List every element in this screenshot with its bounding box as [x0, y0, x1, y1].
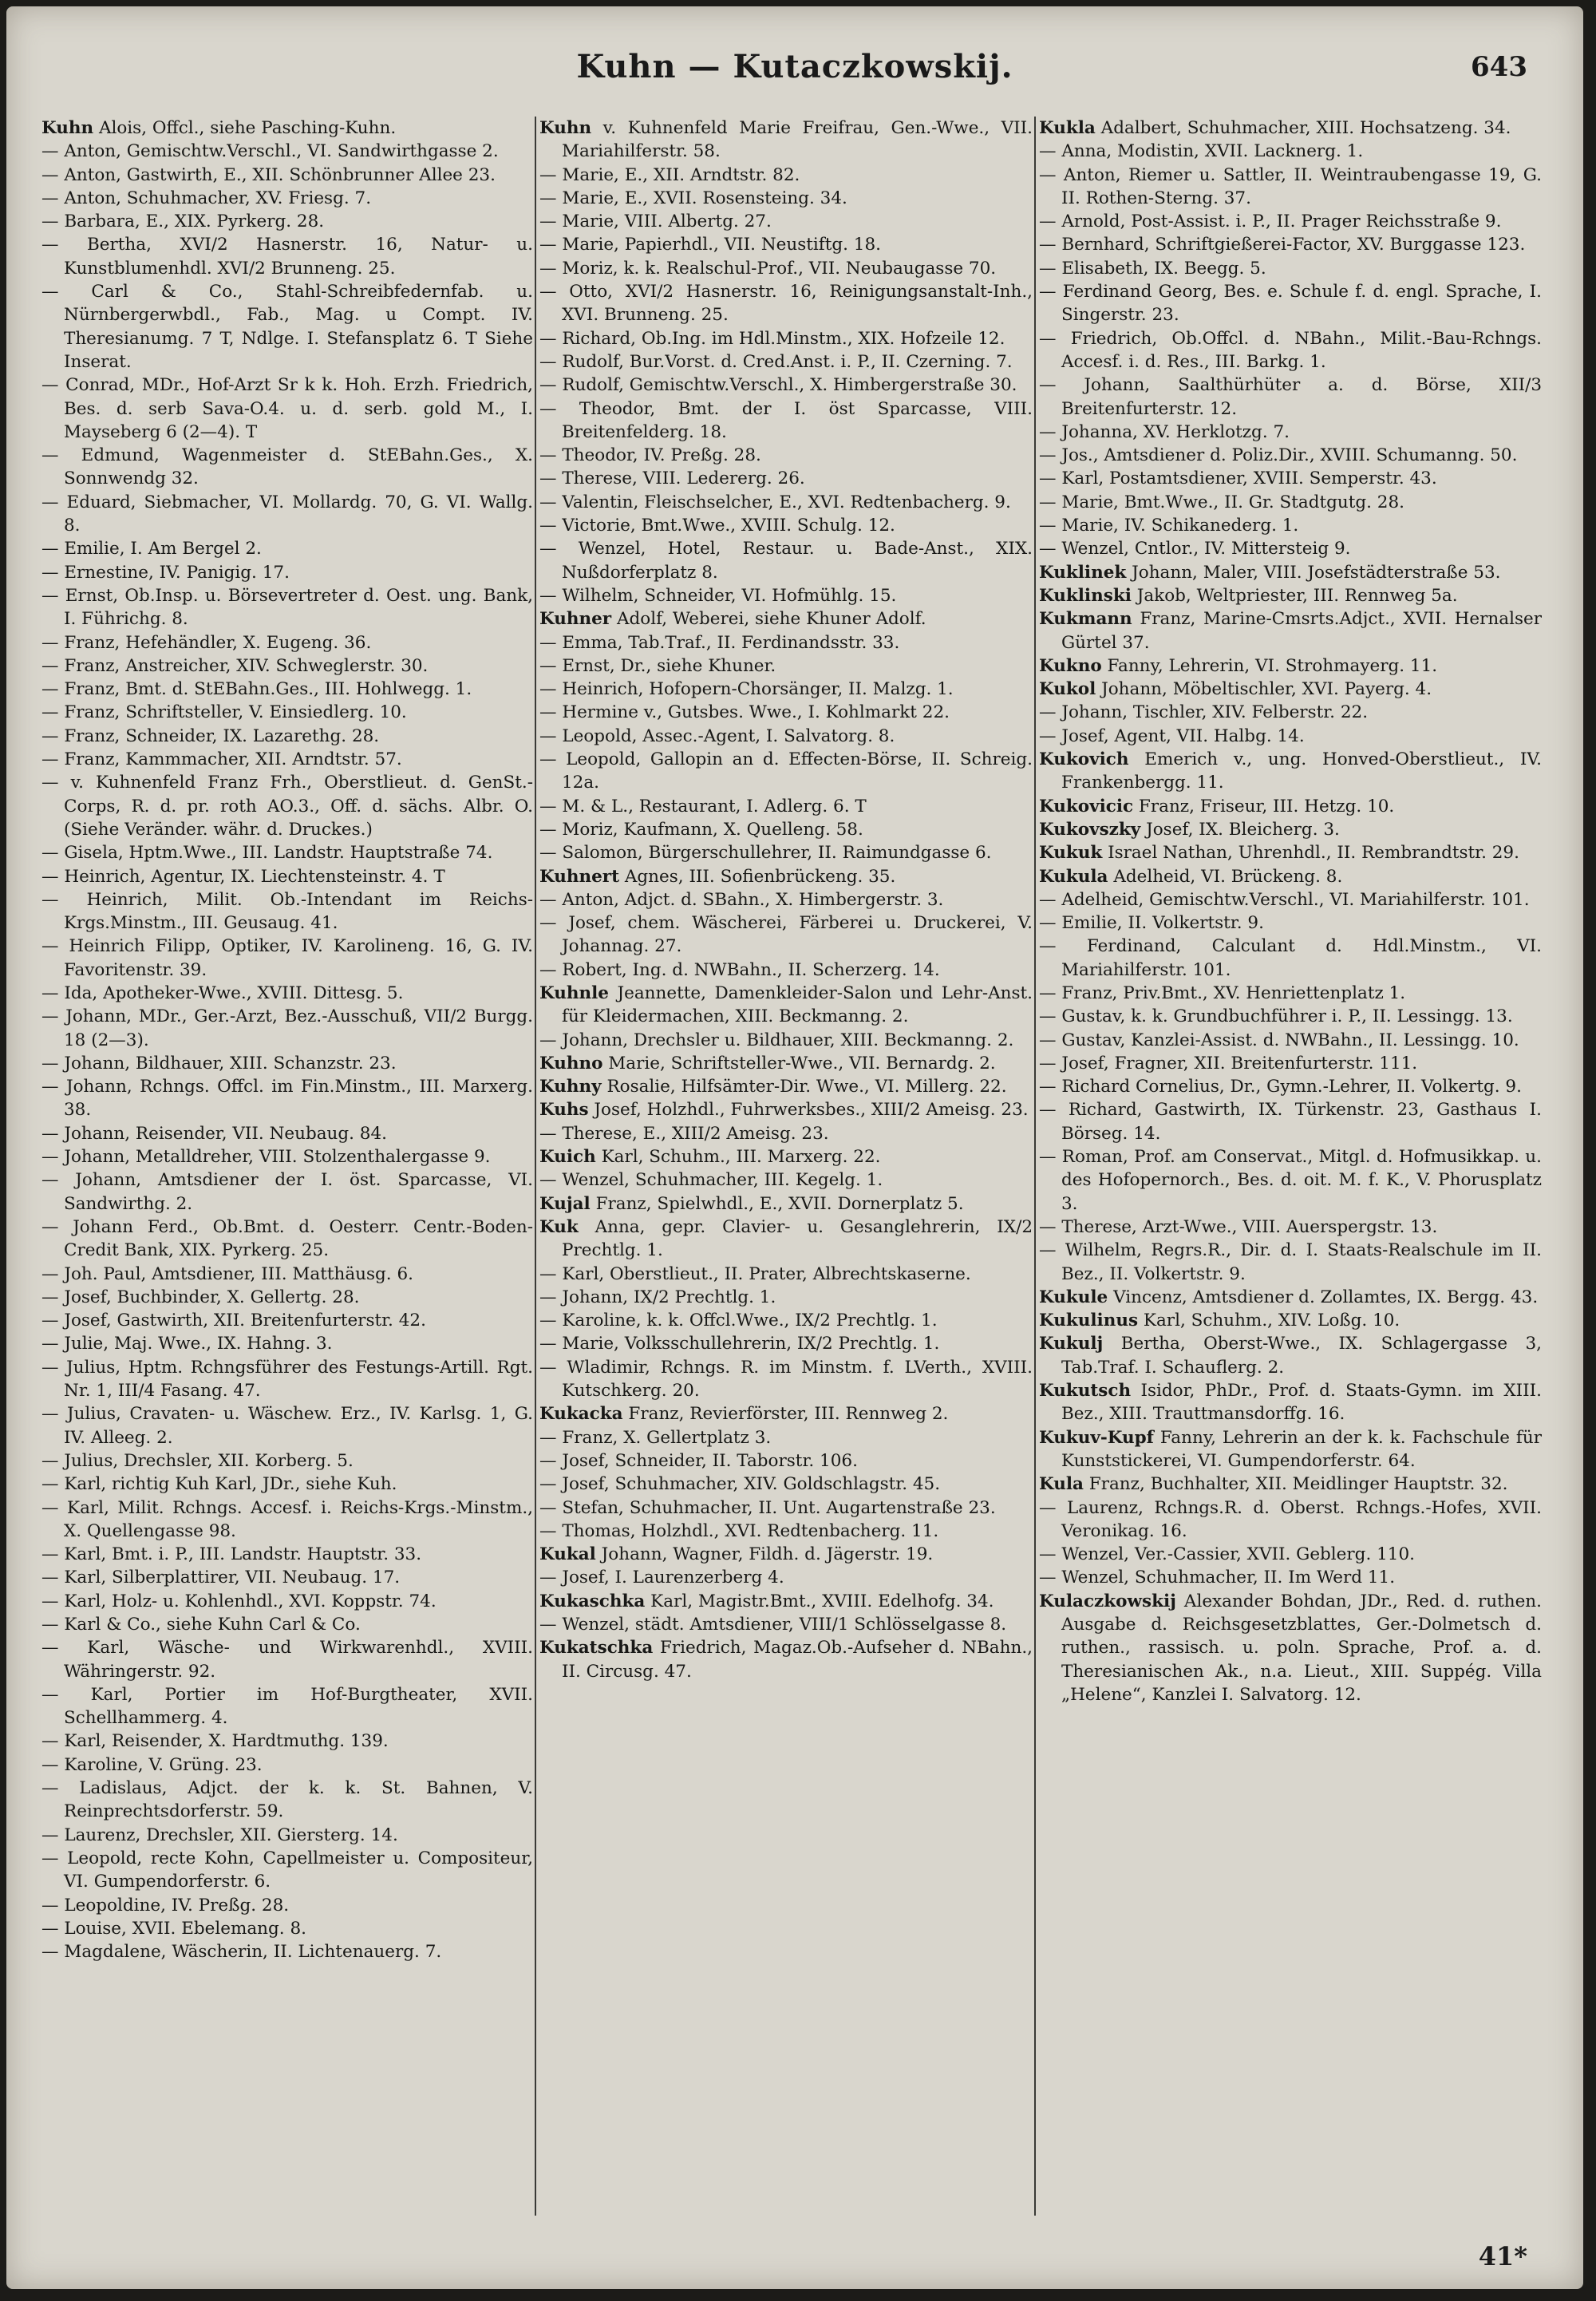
- directory-entry: — Ernst, Dr., siehe Khuner.: [539, 655, 776, 676]
- directory-entry: — Moriz, Kaufmann, X. Quelleng. 58.: [539, 819, 863, 840]
- directory-entry: Kukacka Franz, Revierförster, III. Rennweg 2.: [539, 1404, 949, 1425]
- directory-entry: — Leopold, Assec.-Agent, I. Salvatorg. 8.: [539, 725, 895, 746]
- directory-entry: — Johann, Amtsdiener der I. öst. Sparcasse, VI. Sandwirthg. 2.: [41, 1170, 533, 1214]
- directory-entry: — Wenzel, Cntlor., IV. Mittersteig 9.: [1039, 539, 1351, 559]
- directory-entry: Kukovicic Franz, Friseur, III. Hetzg. 10.: [1039, 796, 1395, 816]
- directory-entry: — Johanna, XV. Herklotzg. 7.: [1039, 421, 1290, 442]
- directory-entry: — Josef, Fragner, XII. Breitenfurterstr. 111.: [1039, 1053, 1418, 1073]
- directory-entry: — Johann, Saalthürhüter a. d. Börse, XII/3 Breitenfurterstr. 12.: [1039, 375, 1542, 419]
- entry-surname: Kuhnert: [539, 866, 620, 887]
- directory-entry: — Gustav, Kanzlei-Assist. d. NWBahn., II. Lessingg. 10.: [1039, 1030, 1519, 1050]
- directory-entry: — Wenzel, Hotel, Restaur. u. Bade-Anst., XIX. Nußdorferplatz 8.: [539, 539, 1033, 583]
- directory-entry: — Marie, Papierhdl., VII. Neustiftg. 18.: [539, 235, 881, 255]
- directory-entry: — Moriz, k. k. Realschul-Prof., VII. Neubaugasse 70.: [539, 258, 997, 279]
- directory-entry: — Leopold, recte Kohn, Capellmeister u. Compositeur, VI. Gumpendorferstr. 6.: [41, 1848, 533, 1892]
- directory-entry: — Therese, Arzt-Wwe., VIII. Auerspergstr. 13.: [1039, 1216, 1438, 1237]
- directory-entry: — Heinrich, Agentur, IX. Liechtensteinstr. 4. T: [41, 866, 445, 887]
- directory-entry: — Elisabeth, IX. Beegg. 5.: [1039, 258, 1266, 279]
- directory-entry: — Johann, Tischler, XIV. Felberstr. 22.: [1039, 702, 1369, 723]
- directory-entry: — Johann Ferd., Ob.Bmt. d. Oesterr. Centr.-Boden-Credit Bank, XIX. Pyrkerg. 25.: [41, 1216, 533, 1261]
- column-2: [539, 117, 1033, 2224]
- directory-entry: — Wenzel, städt. Amtsdiener, VIII/1 Schlösselgasse 8.: [539, 1615, 1007, 1635]
- directory-entry: — Wladimir, Rchngs. R. im Minstm. f. LVerth., XVIII. Kutschkerg. 20.: [539, 1357, 1033, 1402]
- directory-entry: — Anna, Modistin, XVII. Lacknerg. 1.: [1039, 141, 1364, 162]
- directory-entry: — Rudolf, Bur.Vorst. d. Cred.Anst. i. P., II. Czerning. 7.: [539, 351, 1013, 372]
- directory-entry: — Franz, X. Gellertplatz 3.: [539, 1427, 772, 1448]
- directory-entry: — Stefan, Schuhmacher, II. Unt. Augartenstraße 23.: [539, 1497, 996, 1518]
- directory-entry: — Josef, chem. Wäscherei, Färberei u. Druckerei, V. Johannag. 27.: [539, 913, 1033, 957]
- directory-entry: — Edmund, Wagenmeister d. StEBahn.Ges., X. Sonnwendg 32.: [41, 445, 533, 489]
- directory-entry: — Robert, Ing. d. NWBahn., II. Scherzerg. 14.: [539, 959, 940, 980]
- directory-entry: Kula Franz, Buchhalter, XII. Meidlinger Hauptstr. 32.: [1039, 1474, 1508, 1495]
- directory-entry: — Karl, Milit. Rchngs. Accesf. i. Reichs-Krgs.-Minstm., X. Quellengasse 98.: [41, 1497, 533, 1541]
- directory-entry: — Theodor, Bmt. der I. öst Sparcasse, VIII. Breitenfelderg. 18.: [539, 398, 1033, 442]
- entry-surname: Kukule: [1039, 1287, 1108, 1307]
- directory-entry: — Marie, Bmt.Wwe., II. Gr. Stadtgutg. 28.: [1039, 492, 1404, 512]
- directory-entry: — Bertha, XVI/2 Hasnerstr. 16, Natur- u. Kunstblumenhdl. XVI/2 Brunneng. 25.: [41, 235, 533, 279]
- entry-surname: Kukuv-Kupf: [1039, 1427, 1154, 1448]
- entry-surname: Kuhnle: [539, 982, 609, 1003]
- directory-entry: Kuhno Marie, Schriftsteller-Wwe., VII. Bernardg. 2.: [539, 1053, 996, 1073]
- entry-surname: Kukula: [1039, 866, 1108, 887]
- directory-entry: Kukovszky Josef, IX. Bleicherg. 3.: [1039, 819, 1340, 840]
- directory-entry: Kuhnle Jeannette, Damenkleider-Salon und Lehr-Anst. für Kleidermachen, XIII. Beckmanng. 2.: [539, 982, 1033, 1027]
- directory-entry: — Josef, I. Laurenzerberg 4.: [539, 1568, 784, 1588]
- entry-surname: Kuich: [539, 1147, 596, 1168]
- directory-entry: — M. & L., Restaurant, I. Adlerg. 6. T: [539, 796, 867, 816]
- directory-entry: — Ida, Apotheker-Wwe., XVIII. Dittesg. 5.: [41, 982, 404, 1003]
- directory-entry: — Heinrich, Milit. Ob.-Intendant im Reichs-Krgs.Minstm., III. Geusaug. 41.: [41, 889, 533, 934]
- directory-entry: — Salomon, Bürgerschullehrer, II. Raimundgasse 6.: [539, 843, 992, 864]
- directory-entry: — Ladislaus, Adjct. der k. k. St. Bahnen, V. Reinprechtsdorferstr. 59.: [41, 1778, 533, 1822]
- directory-entry: — Wenzel, Schuhmacher, III. Kegelg. 1.: [539, 1170, 883, 1191]
- directory-entry: — Friedrich, Ob.Offcl. d. NBahn., Milit.-Bau-Rchngs. Accesf. i. d. Res., III. Barkg. 1.: [1039, 328, 1542, 372]
- directory-entry: — Franz, Hefehändler, X. Eugeng. 36.: [41, 632, 372, 653]
- directory-entry: — Joh. Paul, Amtsdiener, III. Matthäusg. 6.: [41, 1263, 413, 1284]
- directory-entry: — Ferdinand Georg, Bes. e. Schule f. d. engl. Sprache, I. Singerstr. 23.: [1039, 282, 1542, 326]
- entry-surname: Kukutsch: [1039, 1381, 1132, 1402]
- directory-entry: — Karoline, k. k. Offcl.Wwe., IX/2 Prechtlg. 1.: [539, 1311, 938, 1331]
- directory-entry: — Emilie, I. Am Bergel 2.: [41, 539, 262, 559]
- directory-entry: — Wilhelm, Schneider, VI. Hofmühlg. 15.: [539, 585, 897, 606]
- directory-entry: — Karl, Bmt. i. P., III. Landstr. Hauptstr. 33.: [41, 1544, 422, 1565]
- entry-surname: Kukovicic: [1039, 796, 1134, 816]
- directory-entry: Kukatschka Friedrich, Magaz.Ob.-Aufseher d. NBahn., II. Circusg. 47.: [539, 1638, 1033, 1682]
- directory-entry: — Josef, Schuhmacher, XIV. Goldschlagstr. 45.: [539, 1474, 941, 1495]
- directory-entry: — Marie, IV. Schikanederg. 1.: [1039, 516, 1299, 536]
- directory-entry: — Anton, Gastwirth, E., XII. Schönbrunner Allee 23.: [41, 164, 496, 185]
- directory-entry: Kukula Adelheid, VI. Brückeng. 8.: [1039, 866, 1343, 887]
- directory-entry: — Barbara, E., XIX. Pyrkerg. 28.: [41, 212, 325, 232]
- directory-entry: — Karl & Co., siehe Kuhn Carl & Co.: [41, 1615, 361, 1635]
- directory-entry: — Valentin, Fleischselcher, E., XVI. Redtenbacherg. 9.: [539, 492, 1011, 512]
- directory-entry: — Therese, E., XIII/2 Ameisg. 23.: [539, 1123, 829, 1144]
- directory-page: [6, 6, 1583, 2289]
- directory-entry: — Johann, Drechsler u. Bildhauer, XIII. Beckmanng. 2.: [539, 1030, 1014, 1050]
- directory-entry: — Wilhelm, Regrs.R., Dir. d. I. Staats-Realschule im II. Bez., II. Volkertstr. 9.: [1039, 1240, 1542, 1284]
- entry-surname: Kukno: [1039, 655, 1102, 676]
- entry-surname: Kukol: [1039, 679, 1096, 700]
- directory-entry: — Karl, Reisender, X. Hardtmuthg. 139.: [41, 1731, 389, 1752]
- entry-surname: Kujal: [539, 1193, 591, 1214]
- entry-surname: Kuhs: [539, 1100, 589, 1121]
- directory-entry: — Leopold, Gallopin an d. Effecten-Börse, II. Schreig. 12a.: [539, 749, 1033, 793]
- entry-surname: Kukal: [539, 1544, 596, 1565]
- directory-entry: Kukuv-Kupf Fanny, Lehrerin an der k. k. Fachschule für Kunststickerei, VI. Gumpendorferstr. 64.: [1039, 1427, 1542, 1471]
- directory-entry: — Gisela, Hptm.Wwe., III. Landstr. Hauptstraße 74.: [41, 843, 493, 864]
- directory-entry: Kuhs Josef, Holzhdl., Fuhrwerksbes., XIII/2 Ameisg. 23.: [539, 1100, 1029, 1121]
- page-title: Kuhn — Kutaczkowskij.: [576, 48, 1013, 85]
- directory-entry: — Arnold, Post-Assist. i. P., II. Prager Reichsstraße 9.: [1039, 212, 1502, 232]
- directory-entry: Kukutsch Isidor, PhDr., Prof. d. Staats-Gymn. im XIII. Bez., XIII. Trauttmansdorffg. 16.: [1039, 1381, 1542, 1425]
- entry-surname: Kulaczkowskij: [1039, 1591, 1176, 1611]
- directory-entry: — Julius, Drechsler, XII. Korberg. 5.: [41, 1450, 354, 1471]
- directory-entry: — Laurenz, Drechsler, XII. Giersterg. 14.: [41, 1825, 398, 1845]
- directory-entry: — v. Kuhnenfeld Franz Frh., Oberstlieut. d. GenSt.-Corps, R. d. pr. roth AO.3., Off. d. sächs. Albr. O. (Siehe Veränder. währ. d. Druckes.): [41, 773, 533, 840]
- directory-entry: — Anton, Riemer u. Sattler, II. Weintraubengasse 19, G. II. Rothen-Sterng. 37.: [1039, 164, 1542, 208]
- directory-entry: Kukovich Emerich v., ung. Honved-Oberstlieut., IV. Frankenbergg. 11.: [1039, 749, 1542, 793]
- directory-entry: — Karl, Oberstlieut., II. Prater, Albrechtskaserne.: [539, 1263, 971, 1284]
- directory-entry: Kukla Adalbert, Schuhmacher, XIII. Hochsatzeng. 34.: [1039, 118, 1511, 138]
- directory-entry: — Marie, VIII. Albertg. 27.: [539, 212, 772, 232]
- directory-entry: Kulaczkowskij Alexander Bohdan, JDr., Red. d. ruthen. Ausgabe d. Reichsgesetzblattes, Ger.-Dolmetsch d. ruthen., rassisch. u. poln. Sprache, Prof. a. d. Theresianischen Ak., n.a. Lieut., XIII. Suppég. Villa „Helene“, Kanzlei I. Salvatorg. 12.: [1039, 1591, 1542, 1705]
- directory-entry: — Julius, Cravaten- u. Wäschew. Erz., IV. Karlsg. 1, G. IV. Alleeg. 2.: [41, 1404, 533, 1448]
- directory-entry: — Leopoldine, IV. Preßg. 28.: [41, 1895, 290, 1916]
- directory-entry: — Wenzel, Ver.-Cassier, XVII. Geblerg. 110.: [1039, 1544, 1415, 1565]
- entry-surname: Kukla: [1039, 118, 1096, 138]
- directory-entry: — Louise, XVII. Ebelemang. 8.: [41, 1918, 306, 1939]
- directory-entry: Kukno Fanny, Lehrerin, VI. Strohmayerg. 11.: [1039, 655, 1438, 676]
- directory-entry: — Josef, Agent, VII. Halbg. 14.: [1039, 725, 1305, 746]
- directory-entry: — Franz, Kammmacher, XII. Arndtstr. 57.: [41, 749, 402, 770]
- directory-entry: — Richard, Gastwirth, IX. Türkenstr. 23, Gasthaus I. Börseg. 14.: [1039, 1100, 1542, 1144]
- directory-entry: — Johann, MDr., Ger.-Arzt, Bez.-Ausschuß, VII/2 Burgg. 18 (2—3).: [41, 1006, 533, 1050]
- directory-entry: — Carl & Co., Stahl-Schreibfedernfab. u. Nürnbergerwbdl., Fab., Mag. u Compt. IV. Theresianumg. 7 T, Ndlge. I. Stefansplatz 6. T Siehe Inserat.: [41, 282, 533, 372]
- directory-entry: — Otto, XVI/2 Hasnerstr. 16, Reinigungsanstalt-Inh., XVI. Brunneng. 25.: [539, 282, 1033, 326]
- column-3: [1039, 117, 1542, 2224]
- directory-entry: — Karl, Portier im Hof-Burgtheater, XVII. Schellhammerg. 4.: [41, 1684, 533, 1729]
- directory-entry: — Anton, Schuhmacher, XV. Friesg. 7.: [41, 188, 372, 208]
- entry-surname: Kuhno: [539, 1053, 603, 1073]
- directory-entry: Kuich Karl, Schuhm., III. Marxerg. 22.: [539, 1147, 881, 1168]
- directory-entry: Kuhn v. Kuhnenfeld Marie Freifrau, Gen.-Wwe., VII. Mariahilferstr. 58.: [539, 118, 1033, 162]
- directory-entry: Kukuk Israel Nathan, Uhrenhdl., II. Rembrandtstr. 29.: [1039, 843, 1519, 864]
- directory-entry: — Eduard, Siebmacher, VI. Mollardg. 70, G. VI. Wallg. 8.: [41, 492, 533, 536]
- entry-surname: Kukulj: [1039, 1334, 1104, 1354]
- entry-surname: Kukovszky: [1039, 819, 1141, 840]
- directory-entry: Kukulj Bertha, Oberst-Wwe., IX. Schlagergasse 3, Tab.Traf. I. Schauflerg. 2.: [1039, 1334, 1542, 1378]
- directory-entry: — Marie, E., XII. Arndtstr. 82.: [539, 164, 800, 185]
- directory-entry: Kukaschka Karl, Magistr.Bmt., XVIII. Edelhofg. 34.: [539, 1591, 994, 1611]
- directory-entry: — Adelheid, Gemischtw.Verschl., VI. Mariahilferstr. 101.: [1039, 889, 1530, 910]
- entry-surname: Kula: [1039, 1474, 1084, 1495]
- entry-surname: Kuhner: [539, 609, 612, 630]
- directory-entry: — Josef, Gastwirth, XII. Breitenfurterstr. 42.: [41, 1311, 426, 1331]
- directory-entry: Kukal Johann, Wagner, Fildh. d. Jägerstr. 19.: [539, 1544, 934, 1565]
- directory-entry: — Josef, Schneider, II. Taborstr. 106.: [539, 1450, 858, 1471]
- directory-entry: — Ernestine, IV. Panigig. 17.: [41, 562, 290, 583]
- directory-entry: — Emilie, II. Volkertstr. 9.: [1039, 913, 1264, 934]
- directory-entry: Kukmann Franz, Marine-Cmsrts.Adjct., XVII. Hernalser Gürtel 37.: [1039, 609, 1542, 653]
- column-divider: [535, 117, 536, 2216]
- directory-entry: — Johann, IX/2 Prechtlg. 1.: [539, 1287, 776, 1307]
- directory-entry: — Karl, Silberplattirer, VII. Neubaug. 17.: [41, 1568, 401, 1588]
- entry-surname: Kuklinek: [1039, 562, 1127, 583]
- directory-entry: — Magdalene, Wäscherin, II. Lichtenauerg. 7.: [41, 1942, 442, 1963]
- directory-entry: — Karl, Postamtsdiener, XVIII. Semperstr. 43.: [1039, 469, 1437, 489]
- directory-entry: — Karl, Holz- u. Kohlenhdl., XVI. Koppstr. 74.: [41, 1591, 437, 1611]
- directory-entry: — Emma, Tab.Traf., II. Ferdinandsstr. 33.: [539, 632, 900, 653]
- directory-entry: — Julie, Maj. Wwe., IX. Hahng. 3.: [41, 1334, 333, 1354]
- directory-entry: Kukulinus Karl, Schuhm., XIV. Loßg. 10.: [1039, 1311, 1400, 1331]
- directory-entry: — Heinrich Filipp, Optiker, IV. Karolineng. 16, G. IV. Favoritenstr. 39.: [41, 936, 533, 980]
- directory-entry: — Laurenz, Rchngs.R. d. Oberst. Rchngs.-Hofes, XVII. Veronikag. 16.: [1039, 1497, 1542, 1541]
- entry-surname: Kukmann: [1039, 609, 1132, 630]
- directory-entry: — Karl, richtig Kuh Karl, JDr., siehe Kuh.: [41, 1474, 397, 1495]
- directory-entry: — Franz, Priv.Bmt., XV. Henriettenplatz 1.: [1039, 982, 1406, 1003]
- directory-entry: — Ernst, Ob.Insp. u. Börsevertreter d. Oest. ung. Bank, I. Führichg. 8.: [41, 585, 533, 630]
- directory-entry: — Bernhard, Schriftgießerei-Factor, XV. Burggasse 123.: [1039, 235, 1526, 255]
- directory-entry: Kukule Vincenz, Amtsdiener d. Zollamtes, IX. Bergg. 43.: [1039, 1287, 1539, 1307]
- directory-entry: — Roman, Prof. am Conservat., Mitgl. d. Hofmusikkap. u. des Hofopernorch., Bes. d. oit. M. f. K., V. Phorusplatz 3.: [1039, 1147, 1542, 1214]
- directory-entry: Kuklinek Johann, Maler, VIII. Josefstädterstraße 53.: [1039, 562, 1501, 583]
- entry-surname: Kukatschka: [539, 1638, 654, 1659]
- directory-entry: — Marie, E., XVII. Rosensteing. 34.: [539, 188, 847, 208]
- directory-entry: — Johann, Reisender, VII. Neubaug. 84.: [41, 1123, 388, 1144]
- directory-entry: Kujal Franz, Spielwhdl., E., XVII. Dornerplatz 5.: [539, 1193, 964, 1214]
- entry-surname: Kuk: [539, 1216, 579, 1237]
- directory-entry: — Gustav, k. k. Grundbuchführer i. P., II. Lessingg. 13.: [1039, 1006, 1513, 1027]
- page-number: 643: [1471, 51, 1527, 83]
- directory-entry: — Franz, Bmt. d. StEBahn.Ges., III. Hohlwegg. 1.: [41, 679, 472, 700]
- directory-entry: — Johann, Rchngs. Offcl. im Fin.Minstm., III. Marxerg. 38.: [41, 1077, 533, 1121]
- directory-entry: Kuhny Rosalie, Hilfsämter-Dir. Wwe., VI. Millerg. 22.: [539, 1077, 1007, 1097]
- directory-entry: — Thomas, Holzhdl., XVI. Redtenbacherg. 11.: [539, 1520, 939, 1541]
- entry-surname: Kuklinski: [1039, 585, 1132, 606]
- directory-entry: — Marie, Volksschullehrerin, IX/2 Prechtlg. 1.: [539, 1334, 940, 1354]
- directory-entry: Kuhn Alois, Offcl., siehe Pasching-Kuhn.: [41, 118, 397, 138]
- column-1: [41, 117, 533, 2224]
- entry-surname: Kukulinus: [1039, 1311, 1139, 1331]
- entry-surname: Kuhn: [539, 118, 592, 138]
- directory-entry: — Anton, Gemischtw.Verschl., VI. Sandwirthgasse 2.: [41, 141, 499, 162]
- page-header: [6, 48, 1583, 104]
- entry-surname: Kukacka: [539, 1404, 623, 1425]
- directory-entry: — Franz, Schriftsteller, V. Einsiedlerg. 10.: [41, 702, 407, 723]
- directory-entry: — Anton, Adjct. d. SBahn., X. Himbergerstr. 3.: [539, 889, 944, 910]
- directory-entry: — Victorie, Bmt.Wwe., XVIII. Schulg. 12.: [539, 516, 895, 536]
- directory-entry: — Karoline, V. Grüng. 23.: [41, 1754, 263, 1775]
- directory-entry: Kuk Anna, gepr. Clavier- u. Gesanglehrerin, IX/2 Prechtlg. 1.: [539, 1216, 1033, 1261]
- directory-entry: — Karl, Wäsche- und Wirkwarenhdl., XVIII. Währingerstr. 92.: [41, 1638, 533, 1682]
- entry-surname: Kukovich: [1039, 749, 1129, 770]
- directory-entry: — Johann, Bildhauer, XIII. Schanzstr. 23.: [41, 1053, 397, 1073]
- directory-entry: — Hermine v., Gutsbes. Wwe., I. Kohlmarkt 22.: [539, 702, 950, 723]
- directory-entry: — Wenzel, Schuhmacher, II. Im Werd 11.: [1039, 1568, 1396, 1588]
- directory-entry: — Richard Cornelius, Dr., Gymn.-Lehrer, II. Volkertg. 9.: [1039, 1077, 1522, 1097]
- directory-entry: Kuhnert Agnes, III. Sofienbrückeng. 35.: [539, 866, 896, 887]
- directory-entry: — Franz, Anstreicher, XIV. Schweglerstr. 30.: [41, 655, 429, 676]
- directory-entry: Kukol Johann, Möbeltischler, XVI. Payerg. 4.: [1039, 679, 1432, 700]
- directory-entry: — Franz, Schneider, IX. Lazarethg. 28.: [41, 725, 380, 746]
- directory-entry: — Conrad, MDr., Hof-Arzt Sr k k. Hoh. Erzh. Friedrich, Bes. d. serb Sava-O.4. u. d. serb. gold M., I. Mayseberg 6 (2—4). T: [41, 375, 533, 442]
- signature-mark: 41*: [1478, 2241, 1527, 2271]
- directory-entry: — Richard, Ob.Ing. im Hdl.Minstm., XIX. Hofzeile 12.: [539, 328, 1005, 349]
- directory-entry: — Josef, Buchbinder, X. Gellertg. 28.: [41, 1287, 360, 1307]
- directory-entry: — Rudolf, Gemischtw.Verschl., X. Himbergerstraße 30.: [539, 375, 1017, 396]
- directory-entry: Kuhner Adolf, Weberei, siehe Khuner Adolf.: [539, 609, 926, 630]
- directory-entry: — Theodor, IV. Preßg. 28.: [539, 445, 761, 466]
- directory-entry: — Ferdinand, Calculant d. Hdl.Minstm., VI. Mariahilferstr. 101.: [1039, 936, 1542, 980]
- entry-surname: Kukaschka: [539, 1591, 646, 1611]
- entry-surname: Kuhny: [539, 1077, 602, 1097]
- directory-entry: — Jos., Amtsdiener d. Poliz.Dir., XVIII. Schumanng. 50.: [1039, 445, 1518, 466]
- directory-entry: Kuklinski Jakob, Weltpriester, III. Rennweg 5a.: [1039, 585, 1458, 606]
- entry-surname: Kuhn: [41, 118, 94, 138]
- column-divider: [1034, 117, 1036, 2216]
- directory-entry: — Heinrich, Hofopern-Chorsänger, II. Malzg. 1.: [539, 679, 954, 700]
- directory-entry: — Johann, Metalldreher, VIII. Stolzenthalergasse 9.: [41, 1147, 491, 1168]
- directory-entry: — Therese, VIII. Ledererg. 26.: [539, 469, 805, 489]
- directory-entry: — Julius, Hptm. Rchngsführer des Festungs-Artill. Rgt. Nr. 1, III/4 Fasang. 47.: [41, 1357, 533, 1402]
- entry-surname: Kukuk: [1039, 843, 1103, 864]
